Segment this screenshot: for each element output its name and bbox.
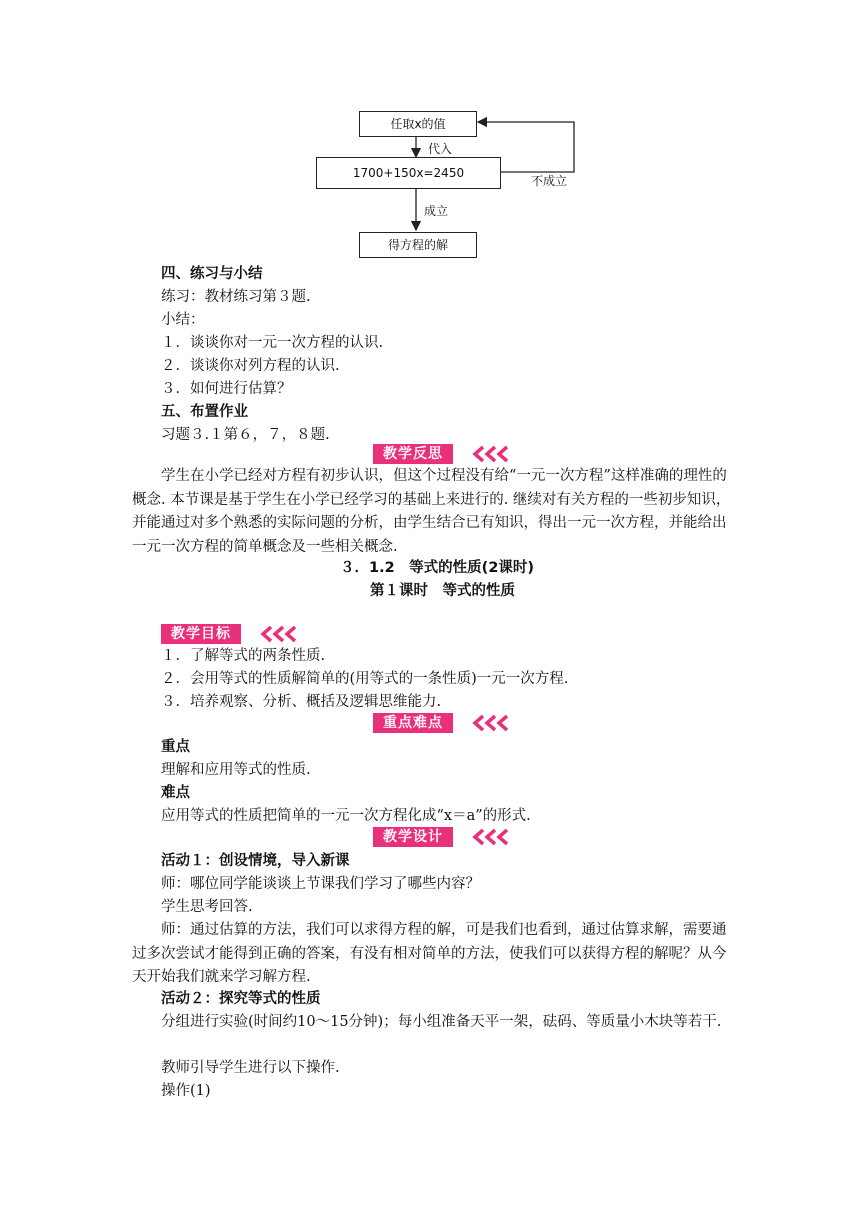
reflection-banner-label: 教学反思 <box>373 444 453 464</box>
activity1-heading: 活动１：创设情境，导入新课 <box>161 853 350 869</box>
summary-item: ３．如何进行估算？ <box>161 381 292 397</box>
chevrons-icon <box>471 713 521 733</box>
flow-box-choose-x: 任取x的值 <box>359 111 477 137</box>
lesson-subtitle: 第１课时 等式的性质 <box>370 583 515 599</box>
design-text: 操作(1) <box>161 1083 211 1099</box>
design-banner <box>373 827 523 847</box>
section4-practice: 练习：教材练习第３题. <box>161 289 311 305</box>
keypoints-banner-label: 重点难点 <box>373 713 453 733</box>
lesson-title: ３．1.2 等式的性质(2课时) <box>340 560 535 576</box>
section4-heading: 四、练习与小结 <box>161 266 263 282</box>
goals-banner <box>161 624 321 644</box>
design-text: 师：哪位同学能谈谈上节课我们学习了哪些内容？ <box>161 876 480 892</box>
goal-item: １．了解等式的两条性质. <box>161 648 326 664</box>
section4-summary-label: 小结： <box>161 312 205 328</box>
design-text: 学生思考回答. <box>161 899 253 915</box>
summary-item: ２．谈谈你对列方程的认识. <box>161 358 340 374</box>
goals-banner-label: 教学目标 <box>161 624 241 644</box>
flow-label-not-hold: 不成立 <box>531 174 568 188</box>
chevrons-icon <box>471 444 521 464</box>
goal-item: ２．会用等式的性质解简单的(用等式的一条性质)一元一次方程. <box>161 671 569 687</box>
flow-label-substitute: 代入 <box>428 142 453 156</box>
reflection-banner <box>373 444 523 464</box>
design-text: 教师引导学生进行以下操作. <box>161 1060 340 1076</box>
activity2-heading: 活动２：探究等式的性质 <box>161 991 321 1007</box>
key-text: 理解和应用等式的性质. <box>161 762 311 778</box>
difficulty-text: 应用等式的性质把简单的一元一次方程化成“x＝a”的形式. <box>161 808 531 824</box>
flow-box-solution: 得方程的解 <box>359 232 477 258</box>
design-banner-label: 教学设计 <box>373 827 453 847</box>
keypoints-banner <box>373 713 523 733</box>
flow-box-equation: 1700+150x=2450 <box>316 157 501 189</box>
key-label: 重点 <box>161 739 190 755</box>
goal-item: ３．培养观察、分析、概括及逻辑思维能力. <box>161 694 442 710</box>
summary-item: １．谈谈你对一元一次方程的认识. <box>161 335 384 351</box>
chevrons-icon <box>471 827 521 847</box>
design-paragraph: 分组进行实验(时间约10～15分钟)；每小组准备天平一架，砝码、等质量小木块等若干. <box>161 1014 722 1030</box>
flow-label-hold: 成立 <box>424 204 449 218</box>
reflection-text: 学生在小学已经对方程有初步认识，但这个过程没有给“一元一次方程”这样准确的理性的概念. 本节课是基于学生在小学已经学习的基础上来进行的. 继续对有关方程的一些初步知识，并能通过对多个熟悉的实际问题的分析，由学生结合已有知识，得出一元一次方程，并能给出一元一次方程的简单概念及一些相关概念. <box>132 468 731 555</box>
section5-heading: 五、布置作业 <box>161 404 248 420</box>
difficulty-label: 难点 <box>161 785 190 801</box>
design-paragraph: 师：通过估算的方法，我们可以求得方程的解，可是我们也看到，通过估算求解，需要通过多次尝试才能得到正确的答案，有没有相对简单的方法，使我们可以获得方程的解呢？从今天开始我们就来学习解方程. <box>132 922 727 985</box>
chevrons-icon <box>259 624 309 644</box>
section5-text: 习题３.１第６，７，８题. <box>161 427 330 443</box>
